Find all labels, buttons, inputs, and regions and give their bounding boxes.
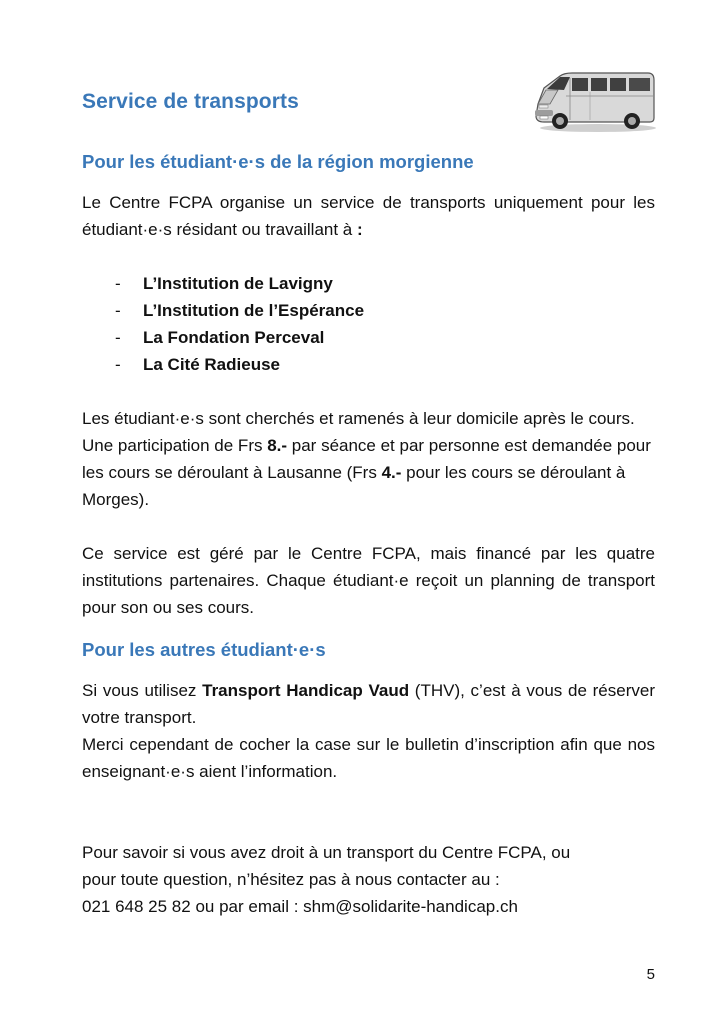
institution-list bbox=[82, 270, 655, 378]
participation-text: Les étudiant·e·s sont cherchés et ramenés à leur domicile après le cours. Une participation de Frs bbox=[82, 409, 635, 455]
section-heading-region-morgienne: Pour les étudiant·e·s de la région morgienne bbox=[82, 151, 474, 172]
price-morges: 4.- bbox=[381, 463, 402, 482]
list-item-label: L’Institution de l’Espérance bbox=[143, 301, 365, 320]
funding-paragraph: Ce service est géré par le Centre FCPA, mais financé par les quatre institutions partenaires. Chaque étudiant·e reçoit un planning de transport pour son ou ses cours. bbox=[82, 544, 655, 617]
participation-paragraph bbox=[82, 405, 655, 513]
intro-colon: : bbox=[357, 220, 363, 239]
thv-paragraph bbox=[82, 677, 655, 731]
contact-line-3: 021 648 25 82 ou par email : shm@solidarite-handicap.ch bbox=[82, 897, 518, 916]
thv-text: Si vous utilisez bbox=[82, 681, 203, 700]
minibus-icon bbox=[530, 64, 660, 134]
list-dash: - bbox=[115, 328, 121, 347]
list-item-label: La Fondation Perceval bbox=[143, 328, 325, 347]
participation-text: par séance et par personne est demandée pour les cours se déroulant à Lausanne (Frs bbox=[82, 436, 651, 482]
list-item bbox=[82, 297, 655, 324]
list-item-label: L’Institution de Lavigny bbox=[143, 274, 333, 293]
list-item-label: La Cité Radieuse bbox=[143, 355, 280, 374]
thv-name: Transport Handicap Vaud bbox=[202, 681, 410, 700]
contact-line-1: Pour savoir si vous avez droit à un transport du Centre FCPA, ou bbox=[82, 843, 571, 862]
thv-text: (THV), c’est à vous de réserver votre transport. bbox=[82, 681, 655, 727]
participation-text: pour les cours se déroulant à Morges). bbox=[82, 463, 626, 509]
contact-line-2: pour toute question, n’hésitez pas à nous contacter au : bbox=[82, 870, 500, 889]
list-dash: - bbox=[115, 355, 121, 374]
contact-block bbox=[82, 839, 655, 920]
price-lausanne: 8.- bbox=[267, 436, 288, 455]
intro-text: Le Centre FCPA organise un service de transports uniquement pour les étudiant·e·s résidant ou travaillant à bbox=[82, 193, 655, 239]
intro-paragraph bbox=[82, 189, 655, 243]
list-dash: - bbox=[115, 301, 121, 320]
list-dash: - bbox=[115, 274, 121, 293]
list-item bbox=[82, 270, 655, 297]
checkbox-paragraph: Merci cependant de cocher la case sur le bulletin d’inscription afin que nos enseignant·e·s aient l’information. bbox=[82, 735, 655, 781]
page-number: 5 bbox=[646, 966, 655, 983]
page-title: Service de transports bbox=[82, 90, 299, 113]
list-item bbox=[82, 324, 655, 351]
list-item bbox=[82, 351, 655, 378]
main-content bbox=[82, 148, 655, 920]
section-heading-autres: Pour les autres étudiant·e·s bbox=[82, 639, 326, 660]
